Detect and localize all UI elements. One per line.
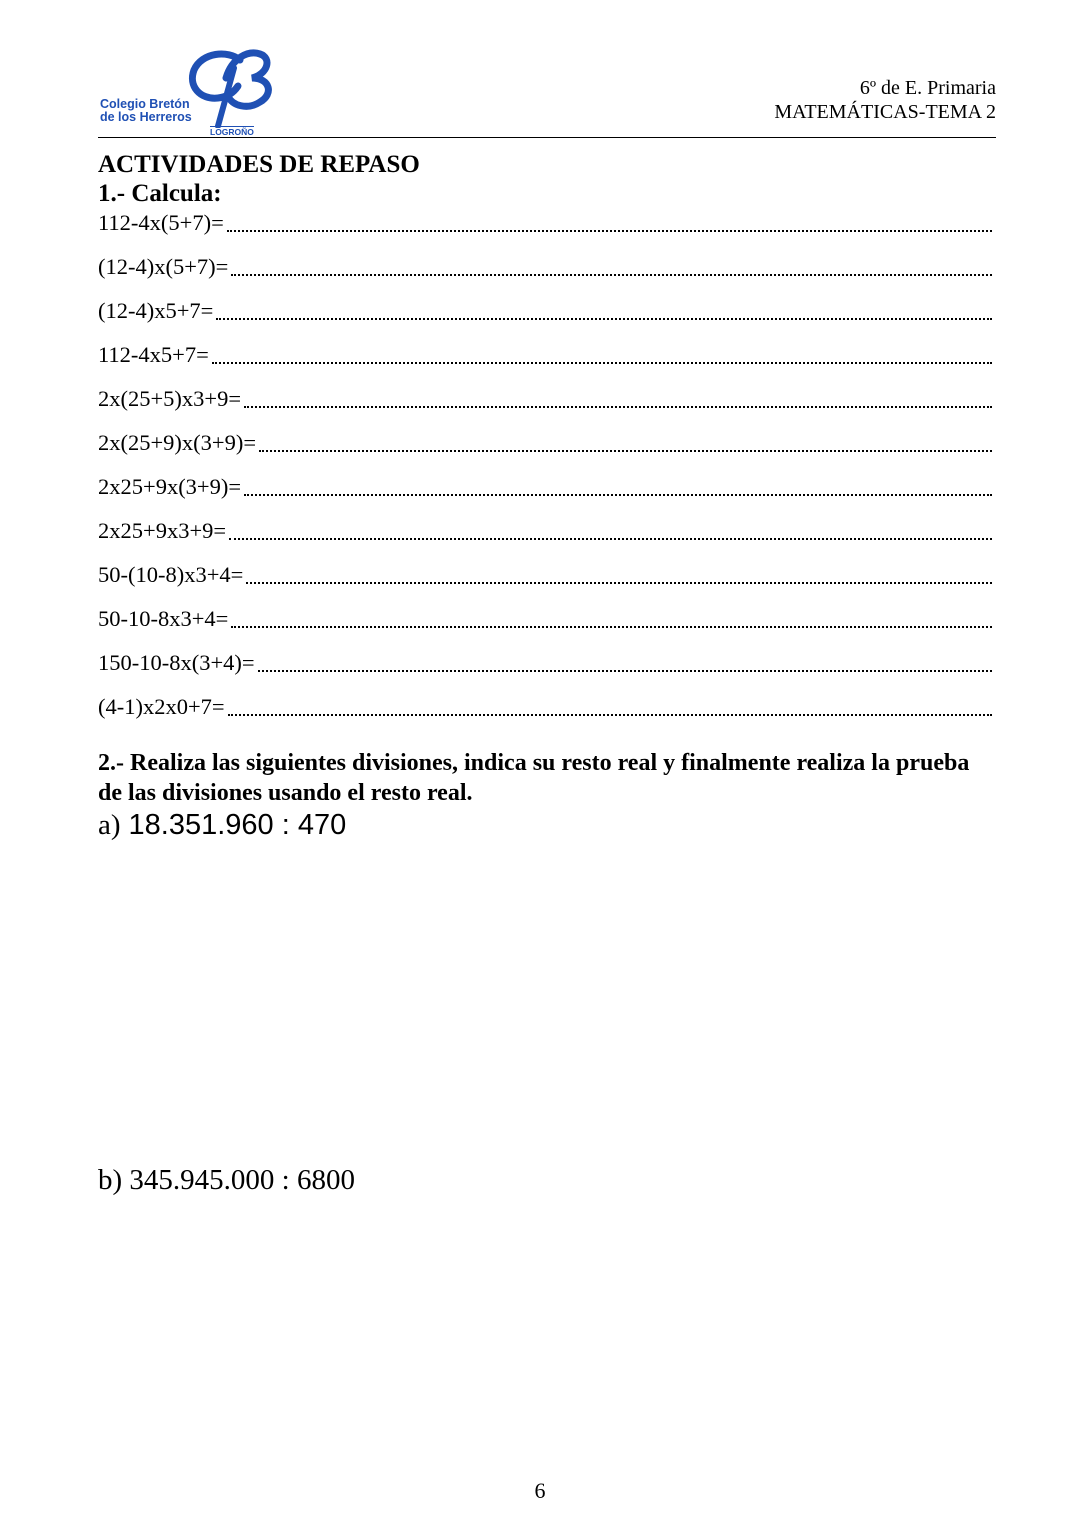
division-a-value: 18.351.960 : 470 [128, 809, 347, 841]
exercise-list [98, 208, 992, 736]
school-name: Colegio Bretón de los Herreros [100, 97, 192, 124]
exercise-row [98, 560, 992, 604]
exercise-expression: 150-10-8x(3+4)= [98, 650, 255, 675]
answer-line [227, 208, 992, 232]
exercise-row [98, 340, 992, 384]
exercise-expression: 112-4x(5+7)= [98, 210, 224, 235]
header-divider [98, 137, 996, 138]
exercise-row [98, 296, 992, 340]
exercise-row [98, 472, 992, 516]
school-city: LOGROÑO [210, 127, 254, 137]
exercise-row [98, 384, 992, 428]
division-a [98, 808, 346, 842]
exercise-expression: (4-1)x2x0+7= [98, 694, 225, 719]
subject-label: MATEMÁTICAS-TEMA 2 [774, 101, 996, 123]
school-logo-icon [188, 48, 278, 128]
header-info [774, 76, 996, 124]
exercise-expression: 50-(10-8)x3+4= [98, 562, 244, 587]
division-b: b) 345.945.000 : 6800 [98, 1164, 355, 1196]
section-title: ACTIVIDADES DE REPASO [98, 151, 420, 178]
exercise-expression: (12-4)x(5+7)= [98, 254, 229, 279]
answer-line [228, 692, 992, 716]
answer-line [216, 296, 992, 320]
answer-line [259, 428, 992, 452]
exercise-row [98, 252, 992, 296]
answer-line [231, 604, 992, 628]
exercise-row [98, 692, 992, 736]
answer-line [246, 560, 992, 584]
exercise1-title: 1.- Calcula: [98, 180, 222, 207]
answer-line [244, 472, 992, 496]
answer-line [231, 252, 992, 276]
exercise-expression: 112-4x5+7= [98, 342, 209, 367]
school-logo [98, 48, 288, 138]
answer-line [258, 648, 992, 672]
exercise-expression: 50-10-8x3+4= [98, 606, 229, 631]
division-a-label: a) [98, 809, 121, 841]
exercise-expression: 2x25+9x(3+9)= [98, 474, 242, 499]
page-number: 6 [534, 1478, 546, 1503]
exercise-expression: (12-4)x5+7= [98, 298, 214, 323]
answer-line [229, 516, 992, 540]
exercise-row [98, 208, 992, 252]
exercise-expression: 2x(25+9)x(3+9)= [98, 430, 257, 455]
exercise-row [98, 604, 992, 648]
grade-label: 6º de E. Primaria [859, 77, 996, 99]
exercise2-title: 2.- Realiza las siguientes divisiones, indica su resto real y finalmente realiza la prueba de las divisiones usando el resto real. [98, 750, 970, 806]
answer-line [212, 340, 992, 364]
answer-line [244, 384, 992, 408]
exercise-row [98, 428, 992, 472]
exercise-expression: 2x25+9x3+9= [98, 518, 227, 543]
exercise-row [98, 648, 992, 692]
page-header [98, 48, 996, 138]
exercise-row [98, 516, 992, 560]
exercise-expression: 2x(25+5)x3+9= [98, 386, 242, 411]
